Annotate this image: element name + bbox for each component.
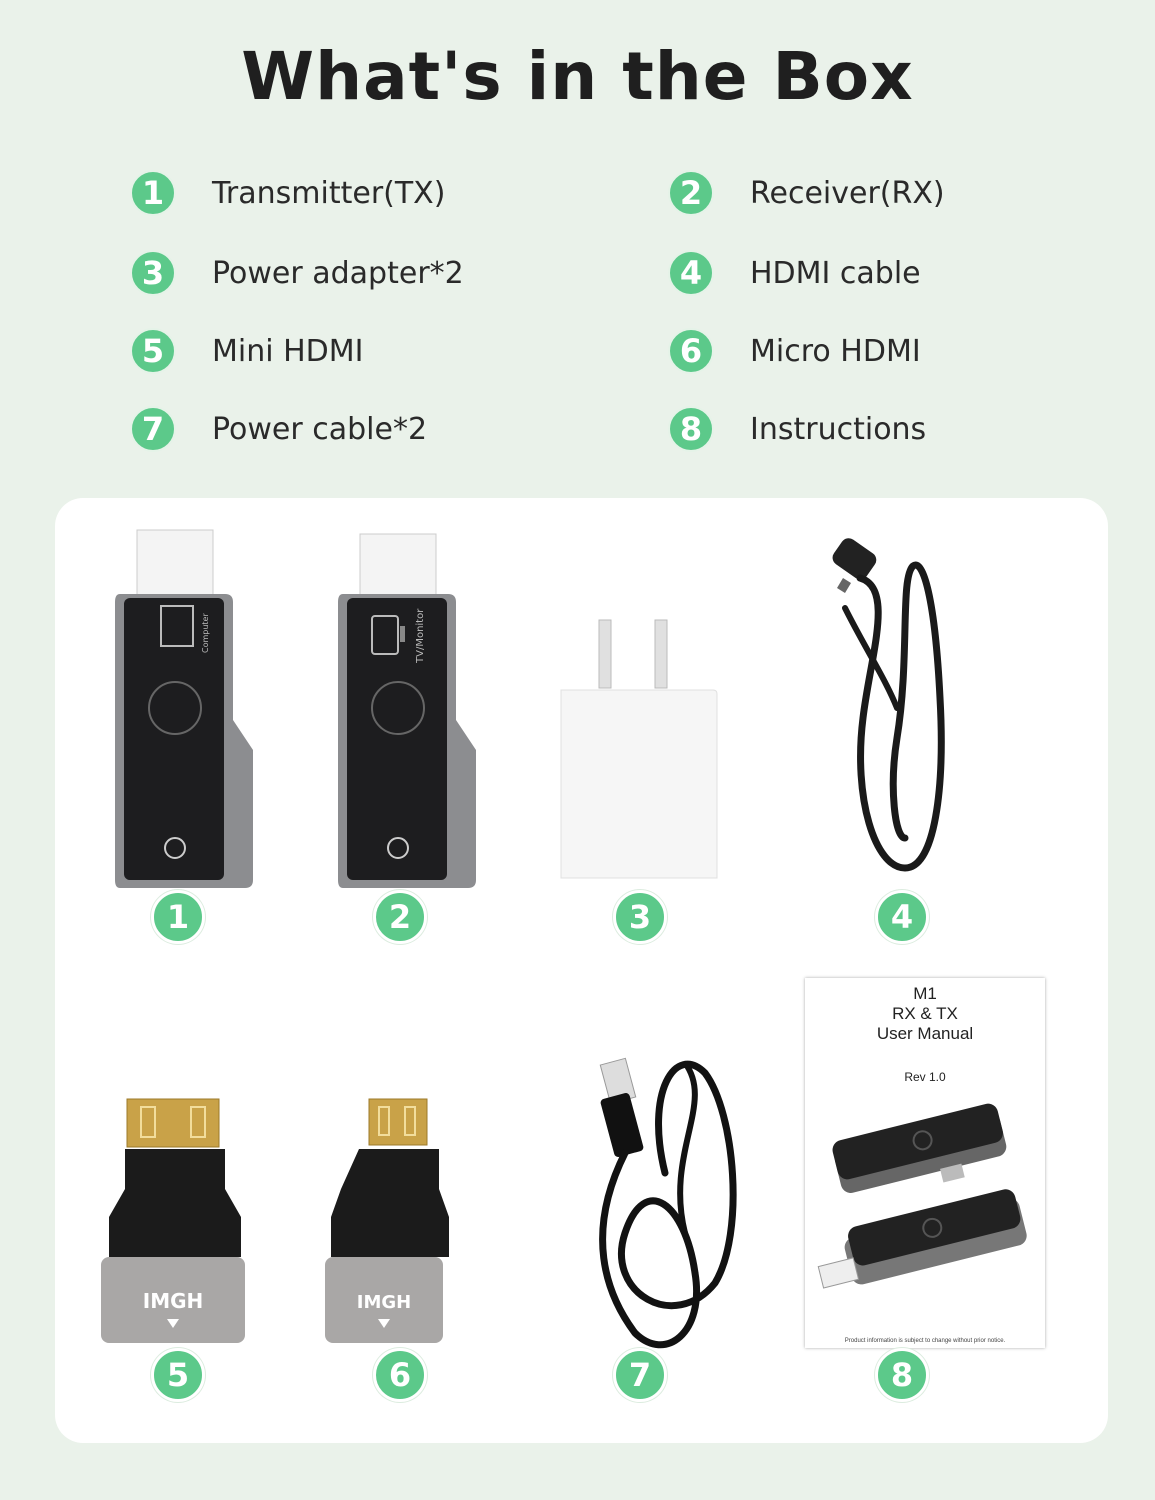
power-adapter-image <box>555 618 725 888</box>
manual-footer: Product information is subject to change without prior notice. <box>844 1338 1006 1344</box>
list-item <box>668 248 921 298</box>
list-item <box>668 326 921 376</box>
list-item <box>130 248 464 298</box>
badge-2: 2 <box>373 890 427 944</box>
list-item <box>668 168 945 218</box>
manual-rev: Rev 1.0 <box>904 1070 946 1084</box>
item-label: Transmitter(TX) <box>212 175 446 211</box>
number-badge: 8 <box>668 406 714 452</box>
manual-line-1: M1 <box>913 984 937 1003</box>
list-item <box>130 168 445 218</box>
brand-logo: IMGH <box>142 1289 204 1313</box>
list-item <box>130 326 364 376</box>
user-manual-image <box>805 978 1045 1348</box>
number-badge: 3 <box>130 250 176 296</box>
item-label: Power adapter*2 <box>212 255 464 291</box>
item-label: HDMI cable <box>750 255 921 291</box>
tx-label: Computer <box>201 613 210 653</box>
item-label: Micro HDMI <box>750 333 921 369</box>
item-label: Mini HDMI <box>212 333 364 369</box>
badge-4: 4 <box>875 890 929 944</box>
receiver-image <box>338 528 478 888</box>
page-title: What's in the Box <box>241 38 914 115</box>
number-badge: 7 <box>130 406 176 452</box>
micro-hdmi-image <box>323 1093 453 1353</box>
power-cable-image <box>565 1033 755 1353</box>
item-label: Receiver(RX) <box>750 175 945 211</box>
number-badge: 6 <box>668 328 714 374</box>
list-item <box>668 404 926 454</box>
manual-line-3: User Manual <box>876 1024 974 1043</box>
badge-7: 7 <box>613 1348 667 1402</box>
mini-hdmi-image <box>95 1093 255 1353</box>
item-label: Power cable*2 <box>212 411 428 447</box>
number-badge: 5 <box>130 328 176 374</box>
manual-line-2: RX & TX <box>892 1004 958 1023</box>
brand-logo: IMGH <box>356 1292 412 1313</box>
item-label: Instructions <box>750 411 927 447</box>
badge-3: 3 <box>613 890 667 944</box>
badge-5: 5 <box>151 1348 205 1402</box>
badge-6: 6 <box>373 1348 427 1402</box>
manual-device-illustration <box>805 1090 1045 1310</box>
list-item <box>130 404 427 454</box>
transmitter-image <box>115 528 255 888</box>
number-badge: 1 <box>130 170 176 216</box>
number-badge: 4 <box>668 250 714 296</box>
product-panel <box>55 498 1108 1443</box>
badge-8: 8 <box>875 1348 929 1402</box>
rx-label: TV/Monitor <box>415 608 426 663</box>
number-badge: 2 <box>668 170 714 216</box>
badge-1: 1 <box>151 890 205 944</box>
hdmi-cable-image <box>805 538 965 898</box>
